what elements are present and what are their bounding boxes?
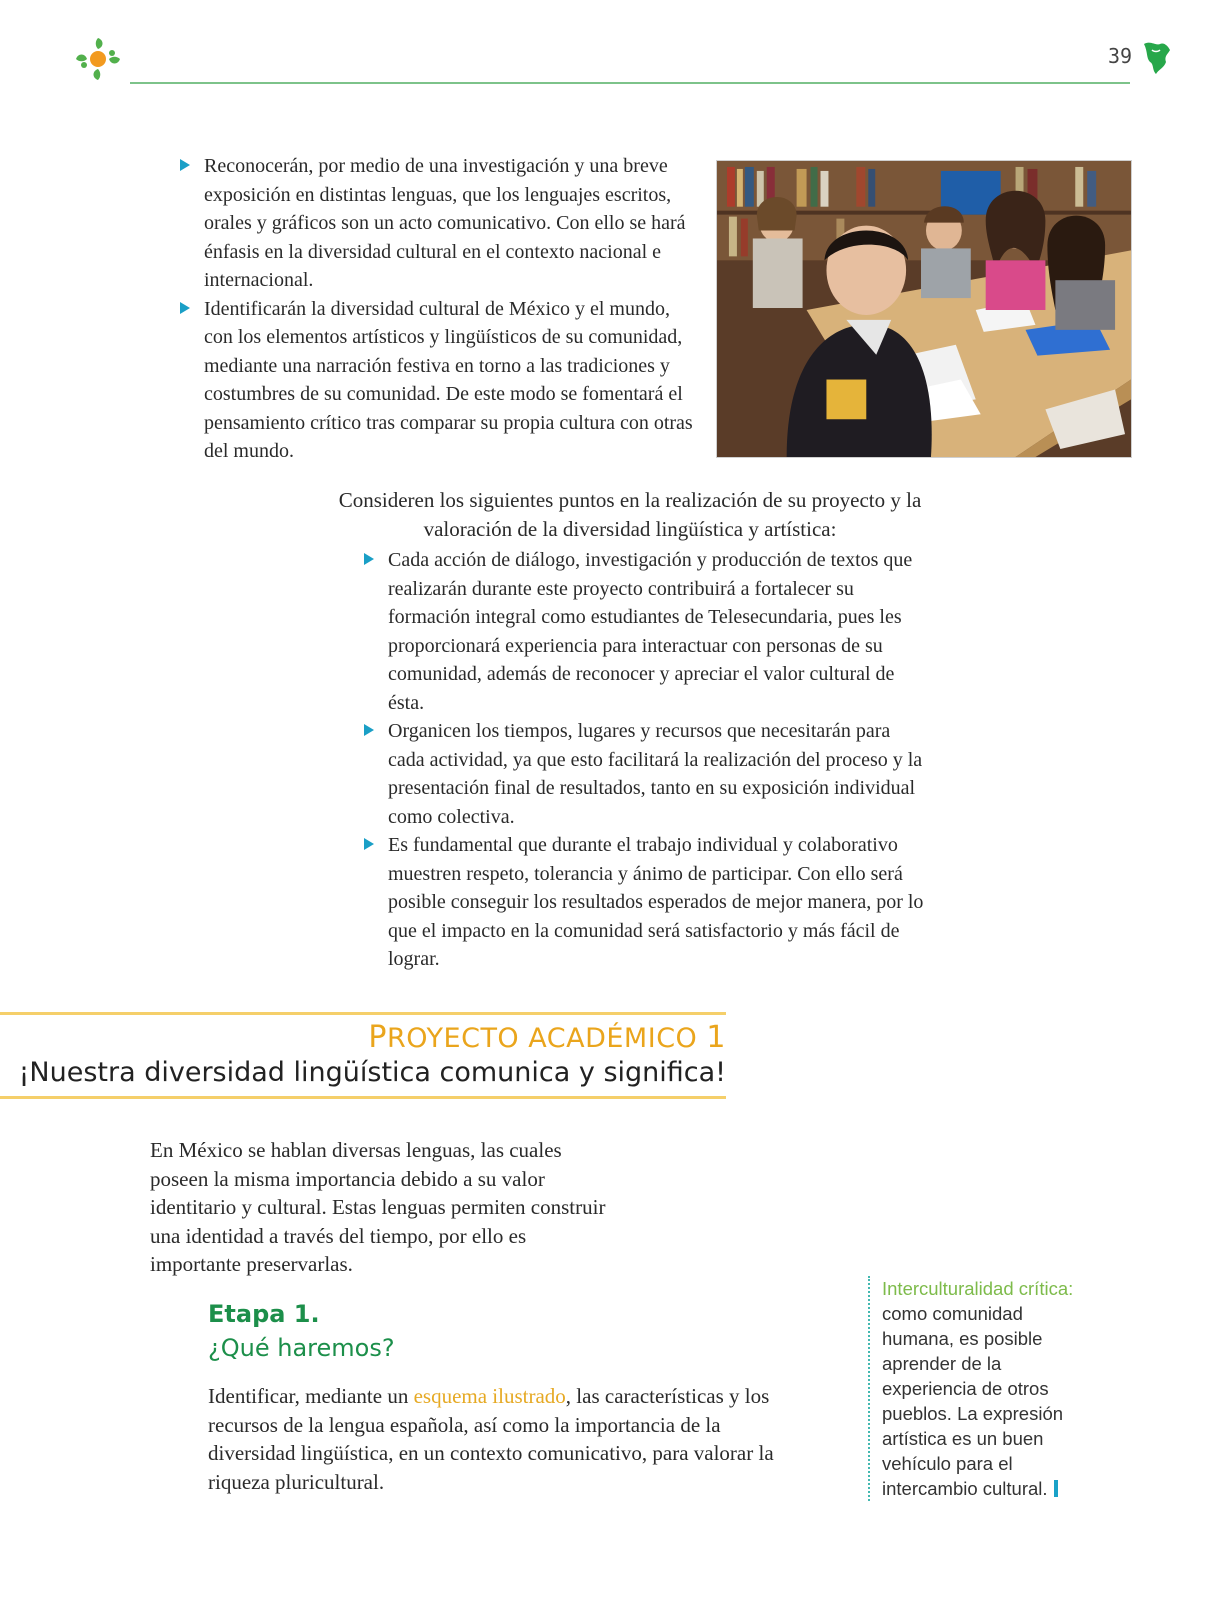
header-rule: [130, 82, 1130, 84]
stage-title: Etapa 1.: [208, 1300, 320, 1328]
flower-logo-icon: [72, 34, 124, 84]
stage-subtitle: ¿Qué haremos?: [208, 1334, 395, 1362]
project-paragraph: En México se hablan diversas lenguas, las cuales poseen la misma importancia debido a su valor identitario y cultural. Estas lenguas permiten construir una identidad a través del tiempo, por ello es importante preservarlas.: [150, 1138, 606, 1276]
bullet-icon: [364, 838, 374, 850]
students-library-photo: [716, 160, 1132, 458]
objective-text: Identificarán la diversidad cultural de México y el mundo, con los elementos artísticos y lingüísticos de su comunidad, mediante una narración festiva en torno a las tradiciones y costumbres de su comunidad. De este modo se fomentará el pensamiento crítico tras comparar su propia cultura con otras del mundo.: [204, 297, 693, 462]
bullet-icon: [364, 724, 374, 736]
project-title: ¡Nuestra diversidad lingüística comunica y significa!: [18, 1057, 726, 1088]
project-label-rest: ROYECTO ACADÉMICO: [387, 1023, 698, 1054]
page-number: 39: [1108, 44, 1133, 68]
consideration-text: Cada acción de diálogo, investigación y producción de textos que realizarán durante este proyecto contribuirá a fortalecer su formación integral como estudiantes de Telesecundaria, pues les proporcionará experiencia para interactuar con personas de su comunidad, además de reconocer y apreciar el valor cultural de ésta.: [388, 549, 913, 714]
project-label: [368, 1020, 726, 1055]
project-band-bottom-rule: [0, 1096, 726, 1099]
bullet-icon: [180, 302, 190, 314]
glossary-term: Interculturalidad crítica:: [882, 1278, 1074, 1299]
consideration-text: Organicen los tiempos, lugares y recursos que necesitarán para cada actividad, ya que esto facilitará la realización del proceso y la presentación final de resultados, tanto en su exposición individual como colectiva.: [388, 720, 923, 828]
glossary-sidebar: [868, 1276, 1098, 1501]
end-mark-icon: [1054, 1480, 1058, 1497]
project-label-number: 1: [706, 1020, 726, 1055]
considerations-list: [364, 546, 930, 974]
consideration-text: Es fundamental que durante el trabajo individual y colaborativo muestren respeto, tolerancia y ánimo de participar. Con ello será posible conseguir los resultados esperados de mejor manera, por lo que el impacto en la comunidad será satisfactorio y más fácil de lograr.: [388, 834, 924, 970]
stage-text-highlight: esquema ilustrado: [413, 1384, 566, 1408]
considerations-section: [330, 486, 930, 974]
objective-text: Reconocerán, por medio de una investigación y una breve exposición en distintas lenguas, que los lenguajes escritos, orales y gráficos son un acto comunicativo. Con ello se hará énfasis en la diversidad cultural en el contexto nacional e internacional.: [204, 155, 686, 291]
stage-text-before: Identificar, mediante un: [208, 1384, 414, 1408]
considerations-intro: Consideren los siguientes puntos en la realización de su proyecto y la valoración de la diversidad lingüística y artística:: [338, 488, 922, 541]
project-label-initial: P: [368, 1020, 387, 1055]
project-band-top-rule: [0, 1012, 726, 1015]
bullet-icon: [180, 159, 190, 171]
list-item: [180, 295, 700, 466]
list-item: [364, 831, 930, 974]
objectives-list: [180, 152, 700, 466]
list-item: [180, 152, 700, 295]
stage-paragraph: [208, 1382, 788, 1496]
bullet-icon: [364, 553, 374, 565]
glossary-definition: como comunidad humana, es posible aprender de la experiencia de otros pueblos. La expresión artística es un buen vehículo para el intercambio cultural.: [882, 1303, 1064, 1499]
stage-text-after: , las características y los recursos de la lengua española, así como la importancia de la diversidad lingüística, en un contexto comunicativo, para valorar la riqueza pluricultural.: [208, 1384, 774, 1494]
list-item: [364, 717, 930, 831]
list-item: [364, 546, 930, 717]
mexico-map-icon: [1142, 40, 1172, 76]
